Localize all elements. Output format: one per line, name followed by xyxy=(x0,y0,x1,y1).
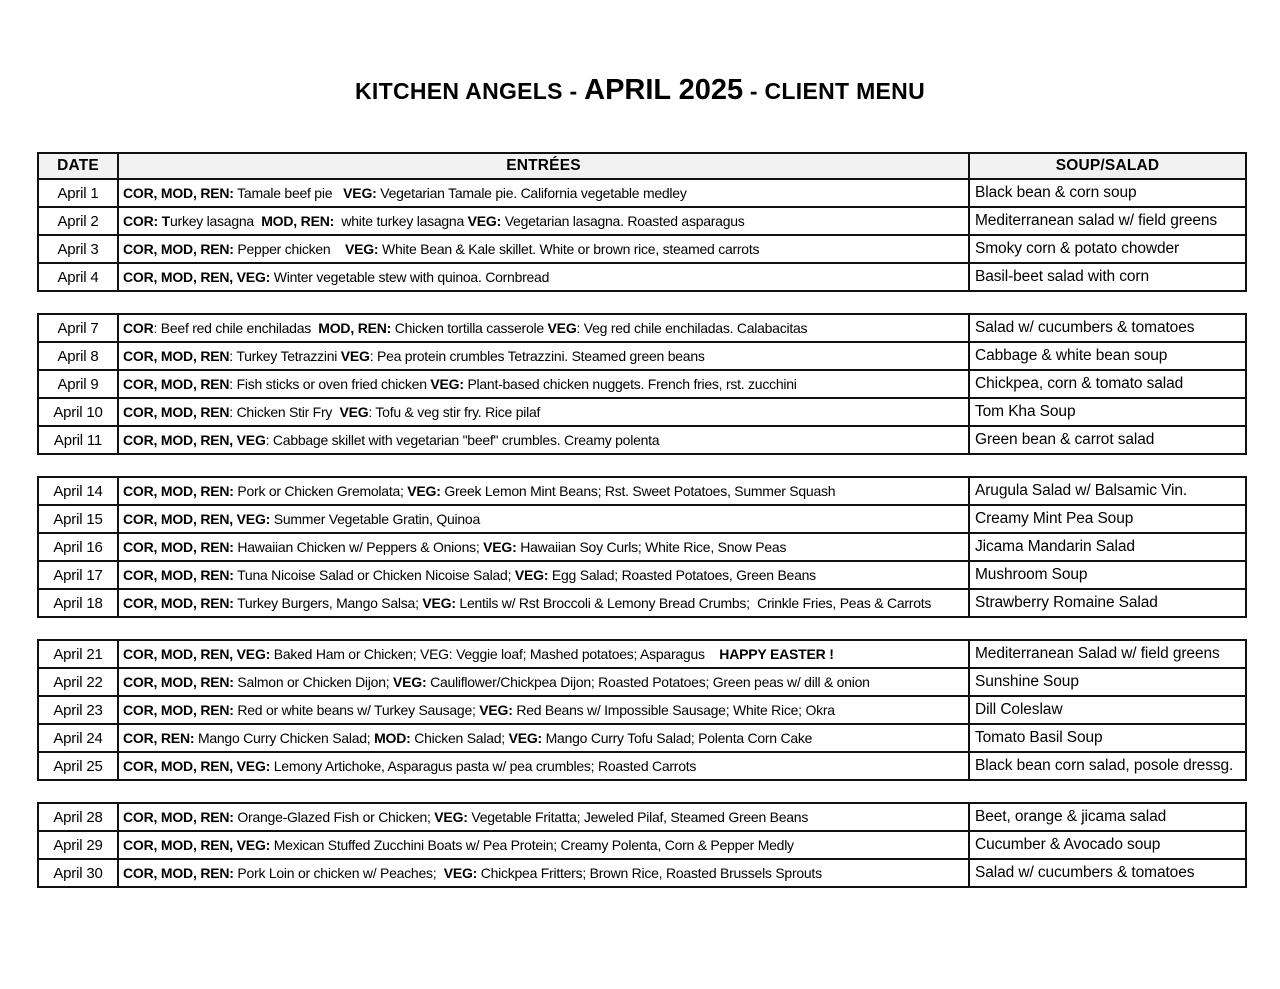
entree-text: : Pea protein crumbles Tetrazzini. Steamed green beans xyxy=(369,348,705,364)
soup-salad-cell: Jicama Mandarin Salad xyxy=(969,533,1246,561)
entrees-cell xyxy=(118,561,969,589)
entrees-cell xyxy=(118,752,969,780)
entree-diet-code: VEG xyxy=(547,320,577,336)
page-title xyxy=(0,74,1280,107)
entree-diet-code: COR, MOD, REN: xyxy=(123,567,234,583)
table-row xyxy=(38,668,1246,696)
date-cell: April 4 xyxy=(38,263,118,291)
date-cell: April 7 xyxy=(38,314,118,342)
entree-diet-code: MOD, REN: xyxy=(318,320,392,336)
entrees-cell xyxy=(118,398,969,426)
soup-salad-cell: Cucumber & Avocado soup xyxy=(969,831,1246,859)
entree-text: Pork Loin or chicken w/ Peaches; xyxy=(233,865,444,881)
entree-text: Tuna Nicoise Salad or Chicken Nicoise Salad; xyxy=(233,567,515,583)
entree-text: Summer Vegetable Gratin, Quinoa xyxy=(270,511,481,527)
entree-text: Hawaiian Soy Curls; White Rice, Snow Peas xyxy=(516,539,787,555)
table-row xyxy=(38,398,1246,426)
soup-salad-cell: Cabbage & white bean soup xyxy=(969,342,1246,370)
entree-diet-code: HAPPY EASTER ! xyxy=(719,646,834,662)
entree-diet-code: COR, MOD, REN, VEG: xyxy=(123,269,271,285)
table-row xyxy=(38,724,1246,752)
table-row xyxy=(38,179,1246,207)
entree-diet-code: VEG: xyxy=(407,483,441,499)
entree-diet-code: COR, MOD, REN, VEG: xyxy=(123,646,271,662)
entrees-cell xyxy=(118,505,969,533)
entree-text: : Tofu & veg stir fry. Rice pilaf xyxy=(368,404,541,420)
table-row xyxy=(38,263,1246,291)
table-row xyxy=(38,477,1246,505)
week-block-3 xyxy=(37,476,1247,618)
entree-diet-code: VEG: xyxy=(479,702,513,718)
entree-text: Vegetable Fritatta; Jeweled Pilaf, Steamed Green Beans xyxy=(467,809,809,825)
entree-diet-code: VEG: xyxy=(514,567,549,583)
entree-diet-code: COR, MOD, REN: xyxy=(123,241,234,257)
entree-diet-code: MOD, REN: xyxy=(261,213,335,229)
entrees-cell xyxy=(118,668,969,696)
entree-diet-code: VEG: xyxy=(483,539,517,555)
entree-diet-code: VEG: xyxy=(422,595,456,611)
soup-salad-cell: Sunshine Soup xyxy=(969,668,1246,696)
entree-text: white turkey lasagna xyxy=(334,213,468,229)
entrees-cell xyxy=(118,179,969,207)
table-row xyxy=(38,314,1246,342)
soup-salad-cell: Basil-beet salad with corn xyxy=(969,263,1246,291)
date-cell: April 18 xyxy=(38,589,118,617)
entree-text: Baked Ham or Chicken; VEG: Veggie loaf; Mashed potatoes; Asparagus xyxy=(270,646,720,662)
soup-salad-cell: Beet, orange & jicama salad xyxy=(969,803,1246,831)
soup-salad-cell: Creamy Mint Pea Soup xyxy=(969,505,1246,533)
entree-diet-code: COR, MOD, REN, VEG: xyxy=(123,511,271,527)
soup-salad-cell: Smoky corn & potato chowder xyxy=(969,235,1246,263)
date-cell: April 25 xyxy=(38,752,118,780)
soup-salad-cell: Arugula Salad w/ Balsamic Vin. xyxy=(969,477,1246,505)
date-cell: April 2 xyxy=(38,207,118,235)
soup-salad-cell: Strawberry Romaine Salad xyxy=(969,589,1246,617)
page-title-month: APRIL 2025 xyxy=(584,74,744,106)
table-row xyxy=(38,561,1246,589)
entrees-cell xyxy=(118,831,969,859)
entree-text: Vegetarian lasagna. Roasted asparagus xyxy=(501,213,745,229)
entrees-cell xyxy=(118,803,969,831)
entree-diet-code: COR, MOD, REN: xyxy=(123,185,234,201)
entree-text: Red Beans w/ Impossible Sausage; White Rice; Okra xyxy=(512,702,835,718)
menu-table xyxy=(37,152,1245,909)
entree-diet-code: COR, MOD, REN xyxy=(123,376,230,392)
entree-text: Chicken Salad; xyxy=(410,730,509,746)
entree-text: Mexican Stuffed Zucchini Boats w/ Pea Protein; Creamy Polenta, Corn & Pepper Medly xyxy=(270,837,794,853)
table-row xyxy=(38,505,1246,533)
soup-salad-cell: Mediterranean salad w/ field greens xyxy=(969,207,1246,235)
entree-text: Turkey Burgers, Mango Salsa; xyxy=(233,595,423,611)
entrees-cell xyxy=(118,342,969,370)
entree-text: Pepper chicken xyxy=(233,241,345,257)
entree-text: Pork or Chicken Gremolata; xyxy=(233,483,408,499)
entree-diet-code: VEG: xyxy=(467,213,502,229)
week-block-5 xyxy=(37,802,1247,888)
soup-salad-cell: Tom Kha Soup xyxy=(969,398,1246,426)
entrees-cell xyxy=(118,724,969,752)
table-row xyxy=(38,533,1246,561)
table-row xyxy=(38,696,1246,724)
table-row xyxy=(38,640,1246,668)
entree-diet-code: COR, MOD, REN, VEG xyxy=(123,432,266,448)
entree-text: Red or white beans w/ Turkey Sausage; xyxy=(233,702,480,718)
entrees-cell xyxy=(118,263,969,291)
entree-diet-code: VEG: xyxy=(434,809,468,825)
table-row xyxy=(38,207,1246,235)
date-cell: April 9 xyxy=(38,370,118,398)
entree-diet-code: VEG: xyxy=(430,376,464,392)
entree-diet-code: COR, MOD, REN: xyxy=(123,595,234,611)
entree-diet-code: VEG: xyxy=(393,674,427,690)
entree-text: : Turkey Tetrazzini xyxy=(229,348,341,364)
entrees-cell xyxy=(118,370,969,398)
entree-diet-code: COR xyxy=(123,320,154,336)
table-row xyxy=(38,752,1246,780)
entrees-cell xyxy=(118,235,969,263)
date-cell: April 23 xyxy=(38,696,118,724)
entree-text: Mango Curry Chicken Salad; xyxy=(194,730,375,746)
entree-text: Greek Lemon Mint Beans; Rst. Sweet Potatoes, Summer Squash xyxy=(440,483,836,499)
soup-salad-cell: Salad w/ cucumbers & tomatoes xyxy=(969,859,1246,887)
entree-text: Chicken tortilla casserole xyxy=(391,320,548,336)
entree-text: urkey lasagna xyxy=(170,213,262,229)
table-row xyxy=(38,370,1246,398)
entree-text: Cauliflower/Chickpea Dijon; Roasted Potatoes; Green peas w/ dill & onion xyxy=(426,674,870,690)
entree-text: Tamale beef pie xyxy=(233,185,344,201)
entree-diet-code: COR, MOD, REN xyxy=(123,404,230,420)
entree-text: Lemony Artichoke, Asparagus pasta w/ pea crumbles; Roasted Carrots xyxy=(270,758,697,774)
table-row xyxy=(38,426,1246,454)
date-cell: April 10 xyxy=(38,398,118,426)
date-cell: April 28 xyxy=(38,803,118,831)
soup-salad-cell: Mushroom Soup xyxy=(969,561,1246,589)
entree-diet-code: COR: T xyxy=(123,213,171,229)
entree-diet-code: COR, MOD, REN: xyxy=(123,483,234,499)
entree-text: : Beef red chile enchiladas xyxy=(153,320,319,336)
soup-salad-cell: Mediterranean Salad w/ field greens xyxy=(969,640,1246,668)
entrees-cell xyxy=(118,859,969,887)
entrees-cell xyxy=(118,426,969,454)
entrees-cell xyxy=(118,314,969,342)
table-row xyxy=(38,831,1246,859)
entree-text: White Bean & Kale skillet. White or brown rice, steamed carrots xyxy=(378,241,760,257)
date-cell: April 24 xyxy=(38,724,118,752)
date-cell: April 11 xyxy=(38,426,118,454)
entree-text: Chickpea Fritters; Brown Rice, Roasted Brussels Sprouts xyxy=(477,865,822,881)
entree-diet-code: VEG xyxy=(340,348,370,364)
date-cell: April 8 xyxy=(38,342,118,370)
date-cell: April 22 xyxy=(38,668,118,696)
entree-text: : Fish sticks or oven fried chicken xyxy=(229,376,431,392)
week-block-4 xyxy=(37,639,1247,781)
date-cell: April 17 xyxy=(38,561,118,589)
entree-diet-code: VEG: xyxy=(443,865,478,881)
entree-diet-code: VEG: xyxy=(344,241,379,257)
entree-diet-code: VEG xyxy=(339,404,369,420)
entrees-cell xyxy=(118,696,969,724)
entrees-cell xyxy=(118,640,969,668)
page-title-suffix: - CLIENT MENU xyxy=(743,78,925,104)
date-cell: April 3 xyxy=(38,235,118,263)
entrees-cell xyxy=(118,533,969,561)
table-row xyxy=(38,803,1246,831)
soup-salad-cell: Black bean & corn soup xyxy=(969,179,1246,207)
soup-salad-cell: Tomato Basil Soup xyxy=(969,724,1246,752)
header-soup-salad: SOUP/SALAD xyxy=(969,153,1246,179)
table-row xyxy=(38,342,1246,370)
date-cell: April 1 xyxy=(38,179,118,207)
entree-diet-code: COR, MOD, REN: xyxy=(123,809,234,825)
week-block-2 xyxy=(37,313,1247,455)
date-cell: April 16 xyxy=(38,533,118,561)
table-row xyxy=(38,859,1246,887)
entree-text: Vegetarian Tamale pie. California vegetable medley xyxy=(376,185,687,201)
entree-diet-code: MOD: xyxy=(374,730,411,746)
entrees-cell xyxy=(118,477,969,505)
table-row xyxy=(38,589,1246,617)
soup-salad-cell: Dill Coleslaw xyxy=(969,696,1246,724)
entree-text: : Chicken Stir Fry xyxy=(229,404,340,420)
entree-text: Egg Salad; Roasted Potatoes, Green Beans xyxy=(548,567,816,583)
date-cell: April 29 xyxy=(38,831,118,859)
entree-text: : Veg red chile enchiladas. Calabacitas xyxy=(576,320,808,336)
date-cell: April 21 xyxy=(38,640,118,668)
entrees-cell xyxy=(118,207,969,235)
header-row xyxy=(38,153,1246,179)
soup-salad-cell: Chickpea, corn & tomato salad xyxy=(969,370,1246,398)
date-cell: April 15 xyxy=(38,505,118,533)
entree-text: Hawaiian Chicken w/ Peppers & Onions; xyxy=(233,539,484,555)
entree-text: Salmon or Chicken Dijon; xyxy=(233,674,394,690)
entree-diet-code: COR, MOD, REN xyxy=(123,348,230,364)
entree-text: : Cabbage skillet with vegetarian "beef" crumbles. Creamy polenta xyxy=(265,432,660,448)
entree-text: Lentils w/ Rst Broccoli & Lemony Bread Crumbs; Crinkle Fries, Peas & Carrots xyxy=(455,595,932,611)
entree-text: Mango Curry Tofu Salad; Polenta Corn Cake xyxy=(542,730,813,746)
entree-diet-code: VEG: xyxy=(508,730,542,746)
entree-diet-code: COR, MOD, REN: xyxy=(123,674,234,690)
entree-text: Orange-Glazed Fish or Chicken; xyxy=(233,809,435,825)
soup-salad-cell: Green bean & carrot salad xyxy=(969,426,1246,454)
soup-salad-cell: Salad w/ cucumbers & tomatoes xyxy=(969,314,1246,342)
header-entrees: ENTRÉES xyxy=(118,153,969,179)
week-block-1 xyxy=(37,152,1247,292)
entree-text: Plant-based chicken nuggets. French fries, rst. zucchini xyxy=(463,376,797,392)
entree-diet-code: COR, MOD, REN, VEG: xyxy=(123,837,271,853)
soup-salad-cell: Black bean corn salad, posole dressg. xyxy=(969,752,1246,780)
entree-diet-code: VEG: xyxy=(343,185,377,201)
entree-diet-code: COR, MOD, REN: xyxy=(123,865,234,881)
table-row xyxy=(38,235,1246,263)
entree-diet-code: COR, MOD, REN, VEG: xyxy=(123,758,271,774)
date-cell: April 14 xyxy=(38,477,118,505)
date-cell: April 30 xyxy=(38,859,118,887)
entree-diet-code: COR, MOD, REN: xyxy=(123,539,234,555)
entrees-cell xyxy=(118,589,969,617)
entree-diet-code: COR, REN: xyxy=(123,730,195,746)
page-title-prefix: KITCHEN ANGELS - xyxy=(355,78,585,104)
entree-text: Winter vegetable stew with quinoa. Cornbread xyxy=(270,269,550,285)
header-date: DATE xyxy=(38,153,118,179)
entree-diet-code: COR, MOD, REN: xyxy=(123,702,234,718)
